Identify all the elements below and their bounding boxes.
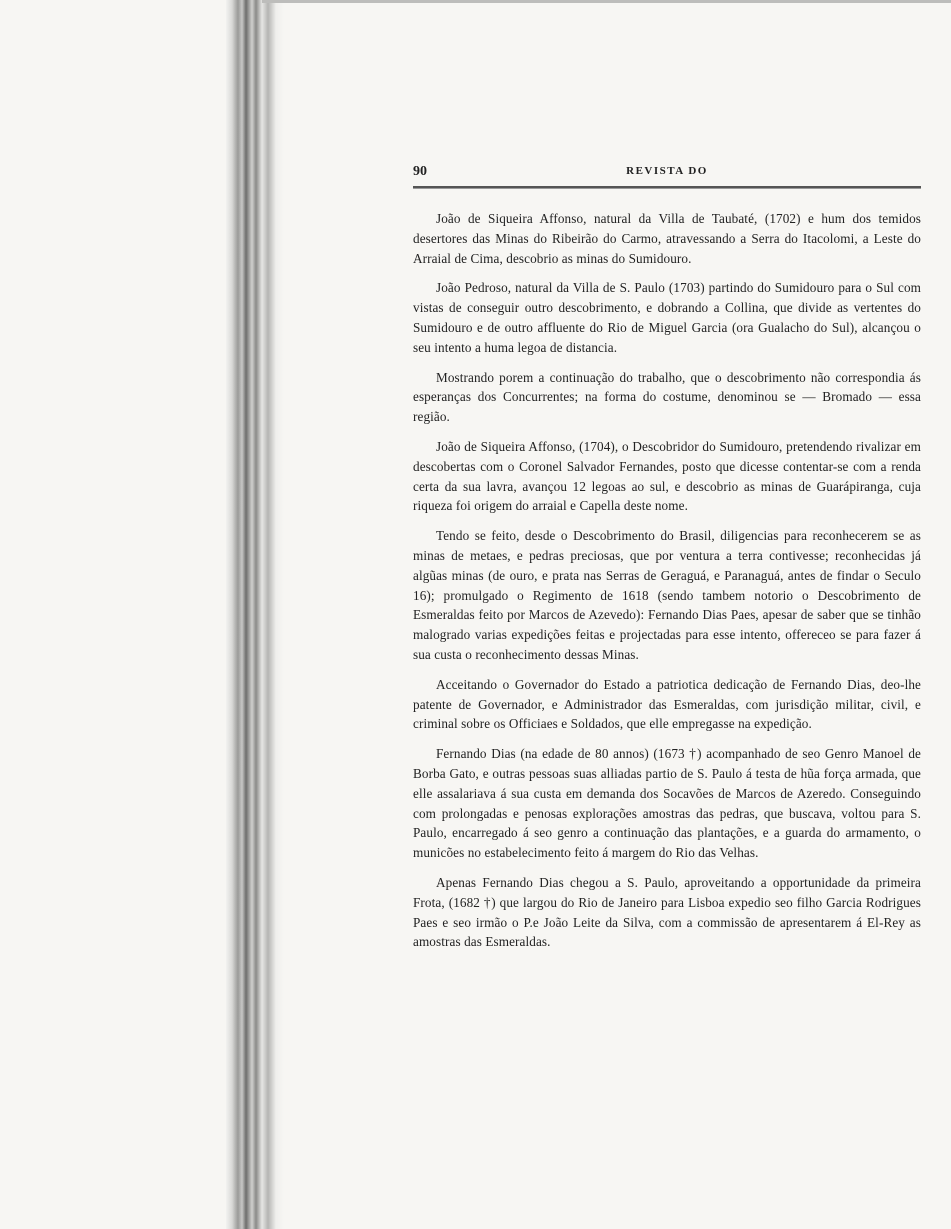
paragraph: João de Siqueira Affonso, natural da Villa de Taubaté, (1702) e hum dos temidos desertores das Minas do Ribeirão do Carmo, atravessando a Serra do Itacolomi, a Leste do Arraial de Cima, descobrio as minas do Sumidouro. xyxy=(413,211,921,266)
header-rule xyxy=(413,186,921,189)
scan-edge xyxy=(262,0,951,3)
page-body xyxy=(413,209,921,952)
paragraph: João de Siqueira Affonso, (1704), o Descobridor do Sumidouro, pretendendo rivalizar em descobertas com o Coronel Salvador Fernandes, posto que dicesse contentar-se com a renda certa da sua lavra, avançou 12 legoas ao sul, e descobrio as minas de Guarápiranga, cuja riqueza foi origem do arraial e Capella deste nome. xyxy=(413,438,921,514)
paragraph: Fernando Dias (na edade de 80 annos) (1673 †) acompanhado de seo Genro Manoel de Borba Gato, e outras pessoas suas alliadas partio de S. Paulo á testa de hũa força armada, que elle assalariava á sua custa em demanda dos Socavões de Marcos de Azeredo. Conseguindo com prolongadas e penosas explorações amostras das pedras, que buscava, voltou para S. Paulo, encarregado á seo genro a continuação das plantações, e a guarda do armamento, o municões no estabelecimento feito á margem do Rio das Velhas. xyxy=(413,746,921,861)
page-header xyxy=(413,160,921,182)
paragraph: João Pedroso, natural da Villa de S. Paulo (1703) partindo do Sumidouro para o Sul com vistas de conseguir outro descobrimento, e dobrando a Collina, que divide as vertentes do Sumidouro e de outro affluente do Rio de Miguel Garcia (ora Gualacho do Sul), alcançou o seu intento a huma legoa de distancia. xyxy=(413,280,921,355)
book-page xyxy=(413,160,921,962)
paragraph: Acceitando o Governador do Estado a patriotica dedicação de Fernando Dias, deo-lhe patente de Governador, e Administrador das Esmeraldas, com jurisdição militar, civil, e criminal sobre os Officiaes e Soldados, que elle empregasse na expedição. xyxy=(413,676,921,732)
book-gutter xyxy=(226,0,284,1229)
paragraph: Mostrando porem a continuação do trabalho, que o descobrimento não correspondia ás esperanças dos Concurrentes; na forma do costume, denominou se — Bromado — essa região. xyxy=(413,369,921,425)
paragraph: Apenas Fernando Dias chegou a S. Paulo, aproveitando a opportunidade da primeira Frota, (1682 †) que largou do Rio de Janeiro para Lisboa expedio seo filho Garcia Rodrigues Paes e seo irmão o P.e João Leite da Silva, com a commissão de apresentarem á El-Rey as amostras das Esmeraldas. xyxy=(413,874,921,950)
paragraph: Tendo se feito, desde o Descobrimento do Brasil, diligencias para reconhecerem se as minas de metaes, e pedras preciosas, que por ventura a terra contivesse; reconhecidas já algũas minas (de ouro, e prata nas Serras de Geraguá, e Paranaguá, antes de findar o Seculo 16); promulgado o Regimento de 1618 (sendo tambem notorio o Descobrimento de Esmeraldas feito por Marcos de Azevedo): Fernando Dias Paes, apesar de saber que se tinhão malogrado varias expedições feitas e projectadas para esse intento, offereceo se para fazer á sua custa o reconhecimento dessas Minas. xyxy=(413,528,921,662)
page-number: 90 xyxy=(413,164,427,179)
running-head: REVISTA DO xyxy=(626,165,708,177)
